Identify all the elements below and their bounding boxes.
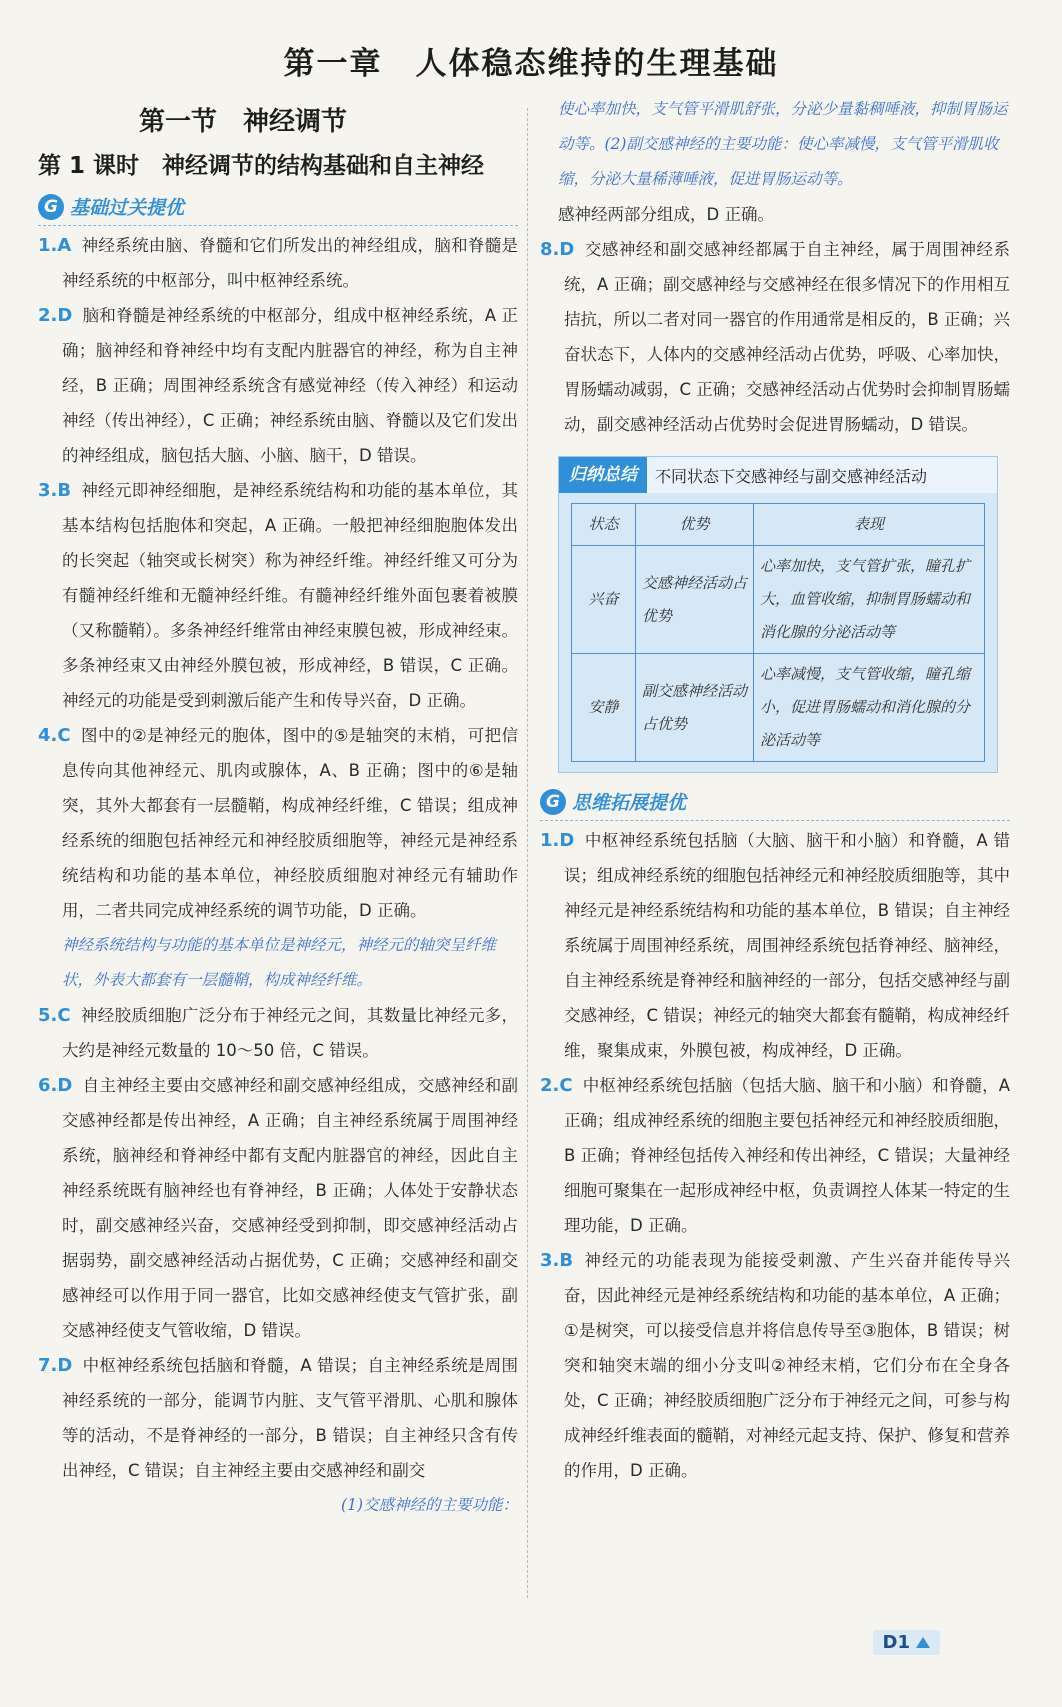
answer-item — [38, 298, 518, 473]
table-header-row — [572, 504, 985, 546]
summary-title: 不同状态下交感神经与副交感神经活动 — [655, 466, 928, 486]
answer-item — [38, 473, 518, 718]
right-column — [540, 92, 1010, 1488]
table-header: 表现 — [754, 504, 985, 546]
answer-number: 4.C — [38, 725, 71, 746]
table-header: 优势 — [636, 504, 754, 546]
answer-text: 中枢神经系统包括脑（大脑、脑干和小脑）和脊髓，A 错误；组成神经系统的细胞包括神经元和神经胶质细胞等，其中神经元是神经系统结构和功能的基本单位，B 错误；自主神经系统属于周围神经系统，周围神经系统包括脊神经、脑神经，自主神经系统是脊神经和脑神经的一部分，包括交感神经与副交感神经，C 错误；神经元的轴突大都套有髓鞘，构成神经纤维，聚集成束，外膜包被，构成神经，D 正确。 — [564, 831, 1010, 1060]
answer-text: 中枢神经系统包括脑和脊髓，A 错误；自主神经系统是周围神经系统的一部分，能调节内脏、支气管平滑肌、心肌和腺体等的活动，不是脊神经的一部分，B 错误；自主神经只含有传出神经，C 错误；自主神经主要由交感神经和副交 — [62, 1356, 518, 1480]
answer-number: 3.B — [38, 480, 72, 501]
banner-think-label: 思维拓展提优 — [572, 792, 687, 814]
answer-text: 神经元即神经细胞，是神经系统结构和功能的基本单位，其基本结构包括胞体和突起，A 正确。一般把神经细胞胞体发出的长突起（轴突或长树突）称为神经纤维。神经纤维又可分为有髓神经纤维和无髓神经纤维。有髓神经纤维外面包裹着被膜（又称髓鞘）。多条神经纤维常由神经束膜包被，形成神经束。多条神经束又由神经外膜包被，形成神经，B 错误，C 正确。神经元的功能是受到刺激后能产生和传导兴奋，D 正确。 — [62, 481, 518, 710]
answer-text: 神经元的功能表现为能接受刺激、产生兴奋并能传导兴奋，因此神经元是神经系统结构和功能的基本单位，A 正确；①是树突，可以接受信息并将信息传导至③胞体，B 错误；树突和轴突末端的细小分支叫②神经末梢，它们分布在全身各处，C 正确；神经胶质细胞广泛分布于神经元之间，可参与构成神经纤维表面的髓鞘，对神经元起支持、保护、修复和营养的作用，D 正确。 — [564, 1251, 1010, 1480]
chapter-title: 第一章 人体稳态维持的生理基础 — [283, 46, 779, 82]
answer-text: 交感神经和副交感神经都属于自主神经，属于周围神经系统，A 正确；副交感神经与交感神经在很多情况下的作用相互拮抗，所以二者对同一器官的作用通常是相反的，B 正确；兴奋状态下，人体内的交感神经活动占优势，呼吸、心率加快，胃肠蠕动减弱，C 正确；交感神经活动占优势时会抑制胃肠蠕动，副交感神经活动占优势时会促进胃肠蠕动，D 错误。 — [564, 240, 1010, 434]
answer-item — [540, 1243, 1010, 1488]
banner-basic — [38, 188, 518, 226]
banner-think — [540, 783, 1010, 821]
handwritten-note: 神经系统结构与功能的基本单位是神经元，神经元的轴突呈纤维状，外表大都套有一层髓鞘，构成神经纤维。 — [62, 936, 497, 989]
answer-number: 8.D — [540, 239, 575, 260]
section-title: 第一节 神经调节 — [138, 107, 347, 137]
answer-number: 6.D — [38, 1075, 73, 1096]
answer-number: 7.D — [38, 1355, 73, 1376]
summary-header — [559, 457, 997, 493]
handwritten-note: (1)交感神经的主要功能： — [341, 1496, 518, 1514]
answer-number: 1.A — [38, 235, 72, 256]
table-cell: 安静 — [572, 654, 636, 762]
answer-continuation: 感神经两部分组成，D 正确。 — [558, 205, 774, 224]
left-column — [38, 100, 518, 1523]
answer-item — [38, 998, 518, 1068]
handwritten-note: 使心率加快，支气管平滑肌舒张，分泌少量黏稠唾液，抑制胃肠运动等。(2)副交感神经的主要功能：使心率减慢，支气管平滑肌收缩，分泌大量稀薄唾液，促进胃肠运动等。 — [558, 100, 1008, 188]
answer-text: 神经胶质细胞广泛分布于神经元之间，其数量比神经元多，大约是神经元数量的 10～50 倍，C 错误。 — [62, 1006, 518, 1060]
table-cell: 心率加快，支气管扩张，瞳孔扩大，血管收缩，抑制胃肠蠕动和消化腺的分泌活动等 — [754, 546, 985, 654]
answer-item — [38, 1068, 518, 1348]
table-cell: 兴奋 — [572, 546, 636, 654]
answer-item — [38, 1348, 518, 1488]
answer-number: 5.C — [38, 1005, 71, 1026]
brand-g-icon: G — [540, 789, 566, 815]
banner-basic-label: 基础过关提优 — [70, 197, 185, 219]
table-row — [572, 546, 985, 654]
answer-number: 3.B — [540, 1250, 574, 1271]
answer-text: 图中的②是神经元的胞体，图中的⑤是轴突的末梢，可把信息传向其他神经元、肌肉或腺体，A、B 正确；图中的⑥是轴突，其外大都套有一层髓鞘，构成神经纤维，C 错误；组成神经系统的细胞包括神经元和神经胶质细胞等，神经元是神经系统结构和功能的基本单位，神经胶质细胞对神经元有辅助作用，二者共同完成神经系统的调节功能，D 正确。 — [62, 726, 518, 920]
answer-item — [540, 1068, 1010, 1243]
answer-text: 脑和脊髓是神经系统的中枢部分，组成中枢神经系统，A 正确；脑神经和脊神经中均有支配内脏器官的神经，称为自主神经，B 正确；周围神经系统含有感觉神经（传入神经）和运动神经（传出神经），C 正确；神经系统由脑、脊髓以及它们发出的神经组成，脑包括大脑、小脑、脑干，D 错误。 — [62, 306, 518, 465]
table-header: 状态 — [572, 504, 636, 546]
answer-number: 2.D — [38, 305, 73, 326]
answer-text: 自主神经主要由交感神经和副交感神经组成，交感神经和副交感神经都是传出神经，A 正确；自主神经系统属于周围神经系统，脑神经和脊神经中都有支配内脏器官的神经，因此自主神经系统既有脑神经也有脊神经，B 正确；人体处于安静状态时，副交感神经兴奋，交感神经受到抑制，即交感神经活动占据弱势，副交感神经活动占据优势，C 正确；交感神经和副交感神经可以作用于同一器官，比如交感神经使支气管扩张，副交感神经使支气管收缩，D 错误。 — [62, 1076, 518, 1340]
summary-table — [571, 503, 985, 762]
answer-item — [540, 823, 1010, 1068]
lesson-title: 第 1 课时 神经调节的结构基础和自主神经 — [38, 153, 485, 179]
table-cell: 心率减慢，支气管收缩，瞳孔缩小，促进胃肠蠕动和消化腺的分泌活动等 — [754, 654, 985, 762]
summary-tag: 归纳总结 — [559, 457, 647, 493]
answer-item — [38, 718, 518, 928]
table-cell: 交感神经活动占优势 — [636, 546, 754, 654]
answer-number: 1.D — [540, 830, 575, 851]
answer-item — [540, 232, 1010, 442]
answer-text: 神经系统由脑、脊髓和它们所发出的神经组成，脑和脊髓是神经系统的中枢部分，叫中枢神经系统。 — [62, 236, 518, 290]
page-number: D1 — [873, 1630, 940, 1655]
brand-g-icon: G — [38, 194, 64, 220]
answer-item — [38, 228, 518, 298]
table-row — [572, 654, 985, 762]
table-cell: 副交感神经活动占优势 — [636, 654, 754, 762]
answer-text: 中枢神经系统包括脑（包括大脑、脑干和小脑）和脊髓，A 正确；组成神经系统的细胞主要包括神经元和神经胶质细胞，B 正确；脊神经包括传入神经和传出神经，C 错误；大量神经细胞可聚集在一起形成神经中枢，负责调控人体某一特定的生理功能，D 正确。 — [564, 1076, 1010, 1235]
summary-box — [558, 456, 998, 773]
answer-number: 2.C — [540, 1075, 573, 1096]
column-divider — [527, 108, 528, 1598]
